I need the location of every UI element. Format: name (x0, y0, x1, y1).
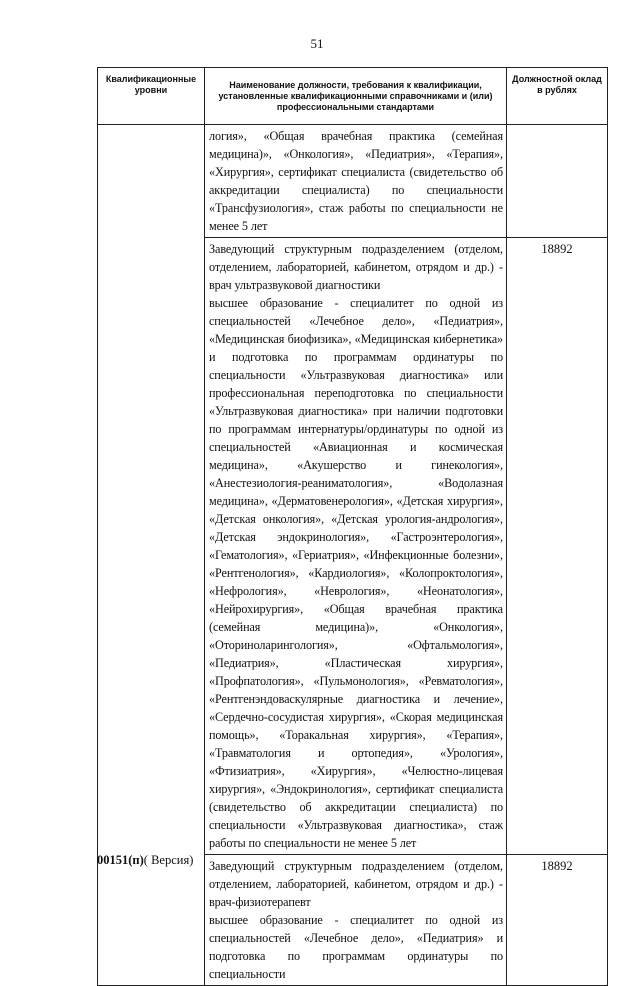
requirements-text: высшее образование - специалитет по одной из специальностей «Лечебное дело», «Педиатрия», «Медицинская биофизика», «Медицинская кибернетика» и подготовка по программам ординатуры по специальности «Ультразвуковая диагностика» или профессиональная переподготовка по специальности «Ультразвуковая диагностика» при наличии подготовки по программам интернатуры/ординатуры по одной из специальностей «Авиационная и космическая медицина», «Акушерство и гинекология», «Анестезиология-реаниматология», «Водолазная медицина», «Дерматовенерология», «Детская хирургия», «Детская онкология», «Детская урология-андрология», «Детская эндокринология», «Гастроэнтерология», «Гематология», «Гериатрия», «Инфекционные болезни», «Рентгенология», «Кардиология», «Колопроктология», «Нефрология», «Неврология», «Неонатология», «Нейрохирургия», «Общая врачебная практика (семейная медицина)», «Онкология», «Оториноларингология», «Офтальмология», «Педиатрия», «Пластическая хирургия», «Профпатология», «Пульмонология», «Ревматология», «Рентгенэндоваскулярные диагностика и лечение», «Сердечно-сосудистая хирургия», «Скорая медицинская помощь», «Торакальная хирургия», «Терапия», «Травматология и ортопедия», «Урология», «Фтизиатрия», «Хирургия», «Челюстно-лицевая хирургия», «Эндокринология», сертификат специалиста (свидетельство об аккредитации специалиста) по специальности «Ультразвуковая диагностика», стаж работы по специальности не менее 5 лет (209, 296, 503, 850)
salary-cell: 18892 (507, 855, 608, 986)
requirements-cell (205, 125, 507, 238)
qualification-table (97, 67, 608, 986)
salary-cell: 18892 (507, 238, 608, 855)
header-position-requirements: Наименование должности, требования к квалификации, установленные квалификационными справочниками и (или) профессиональными стандартами (205, 68, 507, 125)
position-title: Заведующий структурным подразделением (отделом, отделением, лабораторией, кабинетом, отрядом и др.) - врач ультразвуковой диагностики (209, 242, 503, 292)
footer-code: 00151(п) (97, 853, 144, 867)
page-number: 51 (310, 36, 324, 51)
header-salary: Должностной оклад в рублях (507, 68, 608, 125)
requirements-cell (205, 238, 507, 855)
table-row (98, 125, 608, 238)
position-title: Заведующий структурным подразделением (отделом, отделением, лабораторией, кабинетом, отрядом и др.) - врач-физиотерапевт (209, 859, 503, 909)
footer-version: ( Версия) (143, 853, 194, 867)
requirements-text: высшее образование - специалитет по одной из специальностей «Лечебное дело», «Педиатрия» и подготовка по программам ординатуры по специальности (209, 913, 503, 981)
requirements-cell (205, 855, 507, 986)
table-header-row (98, 68, 608, 125)
document-footer-code (97, 853, 193, 868)
header-qualification-levels: Квалификационные уровни (98, 68, 205, 125)
requirements-text: логия», «Общая врачебная практика (семейная медицина)», «Онкология», «Педиатрия», «Терапия», «Хирургия», сертификат специалиста (свидетельство об аккредитации специалиста) по специальности «Трансфузиология», стаж работы по специальности не менее 5 лет (209, 129, 503, 233)
salary-cell (507, 125, 608, 238)
